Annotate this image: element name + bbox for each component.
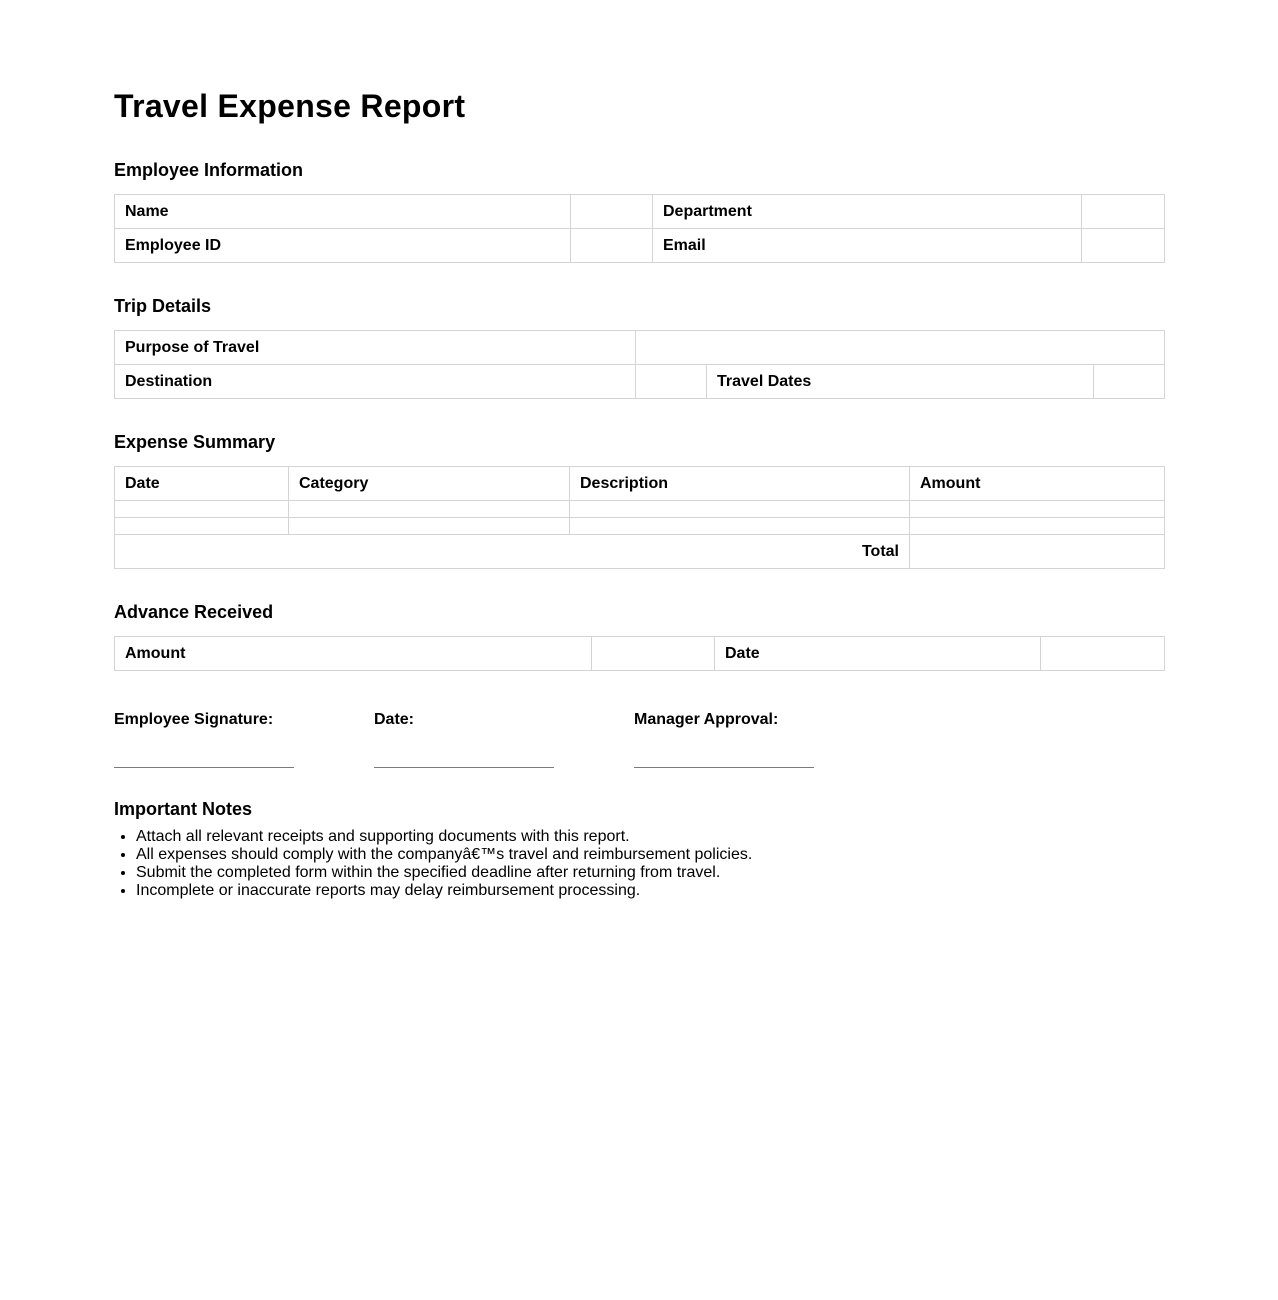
employee-info-table — [114, 194, 1165, 263]
trip-details-row — [115, 331, 1165, 365]
expense-amount-cell[interactable] — [910, 518, 1165, 535]
total-label: Total — [115, 535, 910, 569]
email-field[interactable] — [1082, 229, 1165, 263]
expense-description-cell[interactable] — [570, 501, 910, 518]
list-item: • Incomplete or inaccurate reports may delay reimbursement processing. — [136, 882, 752, 900]
expense-summary-table — [114, 466, 1165, 569]
name-label: Name — [115, 195, 571, 229]
column-header-category: Category — [289, 467, 570, 501]
expense-row — [115, 501, 1165, 518]
employee-signature-label: Employee Signature: — [114, 711, 274, 728]
trip-details-heading: Trip Details — [114, 296, 212, 316]
expense-date-cell[interactable] — [115, 518, 289, 535]
trip-details-row — [115, 365, 1165, 399]
department-label: Department — [653, 195, 1082, 229]
name-field[interactable] — [571, 195, 653, 229]
signature-date-label: Date: — [374, 711, 415, 728]
destination-field[interactable] — [636, 365, 707, 399]
advance-date-field[interactable] — [1041, 637, 1165, 671]
employee-info-row — [115, 229, 1165, 263]
expense-category-cell[interactable] — [289, 501, 570, 518]
advance-date-label: Date — [715, 637, 1041, 671]
travel-dates-field[interactable] — [1094, 365, 1165, 399]
employee-signature-line[interactable] — [114, 767, 294, 768]
list-item: • Attach all relevant receipts and supporting documents with this report. — [136, 828, 752, 846]
employee-info-row — [115, 195, 1165, 229]
expense-total-row — [115, 535, 1165, 569]
advance-received-table — [114, 636, 1165, 671]
expense-amount-cell[interactable] — [910, 501, 1165, 518]
advance-received-row — [115, 637, 1165, 671]
manager-approval-block — [634, 710, 814, 768]
advance-received-heading: Advance Received — [114, 602, 274, 622]
expense-category-cell[interactable] — [289, 518, 570, 535]
expense-row — [115, 518, 1165, 535]
column-header-date: Date — [115, 467, 289, 501]
column-header-amount: Amount — [910, 467, 1165, 501]
important-notes-heading: Important Notes — [114, 799, 253, 819]
page-title: Travel Expense Report — [114, 88, 466, 124]
notes-list — [114, 828, 752, 900]
purpose-label: Purpose of Travel — [115, 331, 636, 365]
employee-id-label: Employee ID — [115, 229, 571, 263]
travel-dates-label: Travel Dates — [707, 365, 1094, 399]
employee-signature-block — [114, 710, 294, 768]
manager-approval-label: Manager Approval: — [634, 711, 779, 728]
advance-amount-field[interactable] — [592, 637, 715, 671]
manager-approval-line[interactable] — [634, 767, 814, 768]
column-header-description: Description — [570, 467, 910, 501]
expense-summary-heading: Expense Summary — [114, 432, 276, 452]
signature-date-line[interactable] — [374, 767, 554, 768]
list-item: • Submit the completed form within the specified deadline after returning from travel. — [136, 864, 752, 882]
signature-date-block — [374, 710, 554, 768]
expense-description-cell[interactable] — [570, 518, 910, 535]
trip-details-table — [114, 330, 1165, 399]
employee-id-field[interactable] — [571, 229, 653, 263]
email-label: Email — [653, 229, 1082, 263]
employee-info-heading: Employee Information — [114, 160, 304, 180]
department-field[interactable] — [1082, 195, 1165, 229]
purpose-field[interactable] — [636, 331, 1165, 365]
expense-date-cell[interactable] — [115, 501, 289, 518]
advance-amount-label: Amount — [115, 637, 592, 671]
destination-label: Destination — [115, 365, 636, 399]
total-amount-field[interactable] — [910, 535, 1165, 569]
expense-header-row — [115, 467, 1165, 501]
list-item: • All expenses should comply with the companyâ€™s travel and reimbursement policies. — [136, 846, 752, 864]
